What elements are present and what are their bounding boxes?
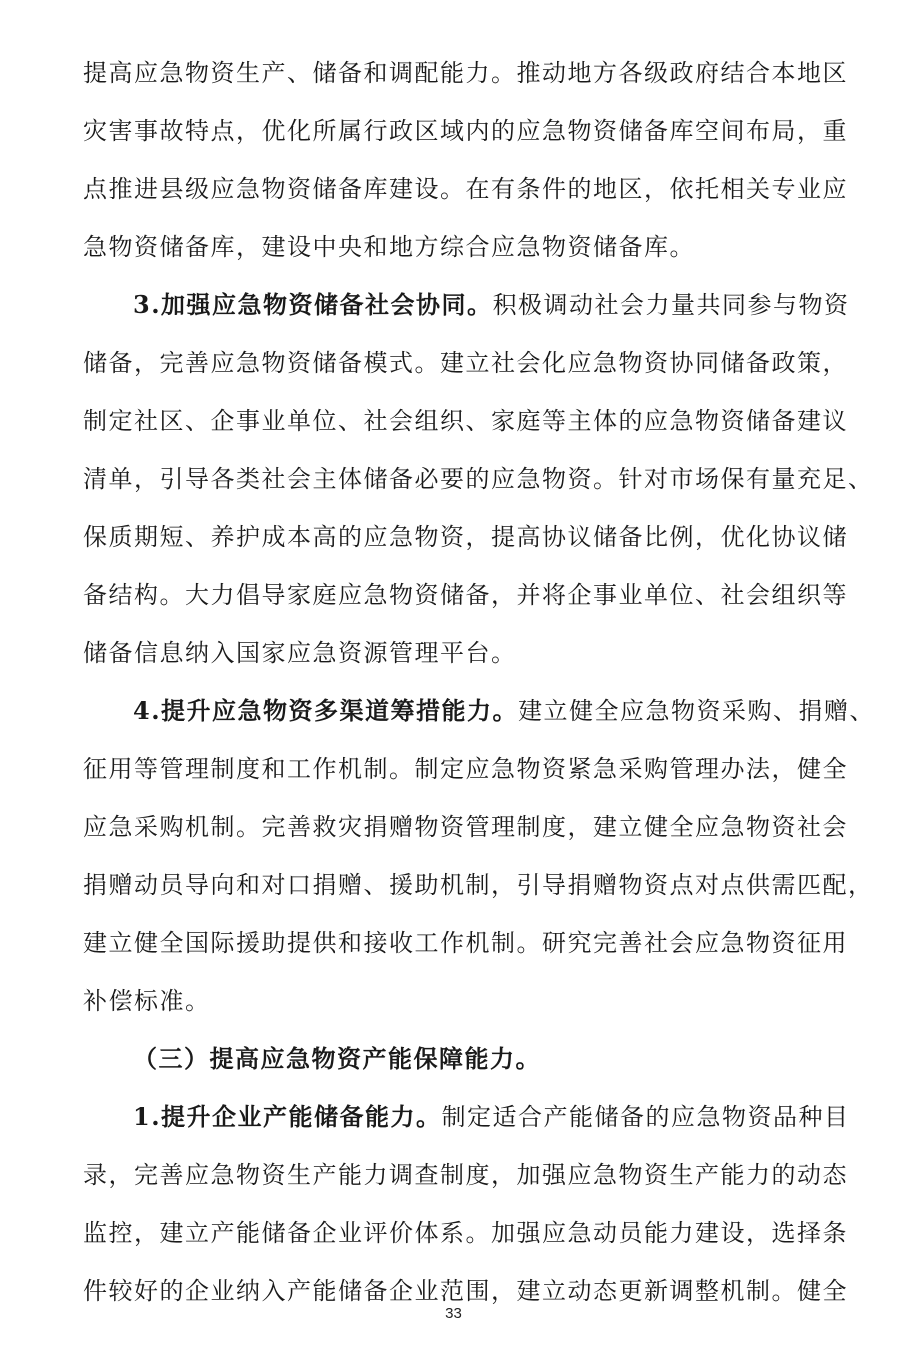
text-line: 清单，引导各类社会主体储备必要的应急物资。针对市场保有量充足、 bbox=[83, 465, 874, 493]
section-heading: （三）提高应急物资产能保障能力。 bbox=[133, 1044, 541, 1073]
text-run: 积极调动社会力量共同参与物资 bbox=[492, 291, 850, 319]
text-line: 储备信息纳入国家应急资源管理平台。 bbox=[83, 639, 517, 667]
paragraph bbox=[83, 44, 848, 276]
text-line: 储备，完善应急物资储备模式。建立社会化应急物资协同储备政策， bbox=[83, 349, 848, 377]
text-line bbox=[83, 1088, 850, 1146]
page-number: 33 bbox=[445, 1305, 462, 1322]
text-line: 制定社区、企事业单位、社会组织、家庭等主体的应急物资储备建议 bbox=[83, 407, 848, 435]
paragraph bbox=[83, 1030, 831, 1088]
text-line: 件较好的企业纳入产能储备企业范围，建立动态更新调整机制。健全 bbox=[83, 1277, 848, 1305]
text-line: 应急采购机制。完善救灾捐赠物资管理制度，建立健全应急物资社会 bbox=[83, 813, 848, 841]
text-line bbox=[83, 682, 876, 740]
text-line: 捐赠动员导向和对口捐赠、援助机制，引导捐赠物资点对点供需匹配， bbox=[83, 871, 874, 899]
text-line: 录，完善应急物资生产能力调查制度，加强应急物资生产能力的动态 bbox=[83, 1161, 848, 1189]
section-heading: 3.加强应急物资储备社会协同。 bbox=[133, 290, 493, 319]
text-line: 建立健全国际援助提供和接收工作机制。研究完善社会应急物资征用 bbox=[83, 929, 848, 957]
paragraph bbox=[83, 1088, 850, 1320]
text-line: 点推进县级应急物资储备库建设。在有条件的地区，依托相关专业应 bbox=[83, 175, 848, 203]
text-line: 征用等管理制度和工作机制。制定应急物资紧急采购管理办法，健全 bbox=[83, 755, 848, 783]
body-text bbox=[83, 44, 876, 1320]
text-line: 急物资储备库，建设中央和地方综合应急物资储备库。 bbox=[83, 233, 695, 261]
text-line: 备结构。大力倡导家庭应急物资储备，并将企事业单位、社会组织等 bbox=[83, 581, 848, 609]
text-line: 监控，建立产能储备企业评价体系。加强应急动员能力建设，选择条 bbox=[83, 1219, 848, 1247]
text-line: 保质期短、养护成本高的应急物资，提高协议储备比例，优化协议储 bbox=[83, 523, 848, 551]
text-line: 补偿标准。 bbox=[83, 987, 211, 1015]
text-line: 提高应急物资生产、储备和调配能力。推动地方各级政府结合本地区 bbox=[83, 59, 848, 87]
section-heading: 4.提升应急物资多渠道筹措能力。 bbox=[133, 696, 519, 725]
section-heading: 1.提升企业产能储备能力。 bbox=[133, 1102, 442, 1131]
text-run: 建立健全应急物资采购、捐赠、 bbox=[518, 697, 876, 725]
text-line bbox=[83, 276, 850, 334]
text-line: 灾害事故特点，优化所属行政区域内的应急物资储备库空间布局，重 bbox=[83, 117, 848, 145]
paragraph bbox=[83, 682, 876, 1030]
text-run: 制定适合产能储备的应急物资品种目 bbox=[441, 1103, 850, 1131]
paragraph bbox=[83, 276, 874, 682]
